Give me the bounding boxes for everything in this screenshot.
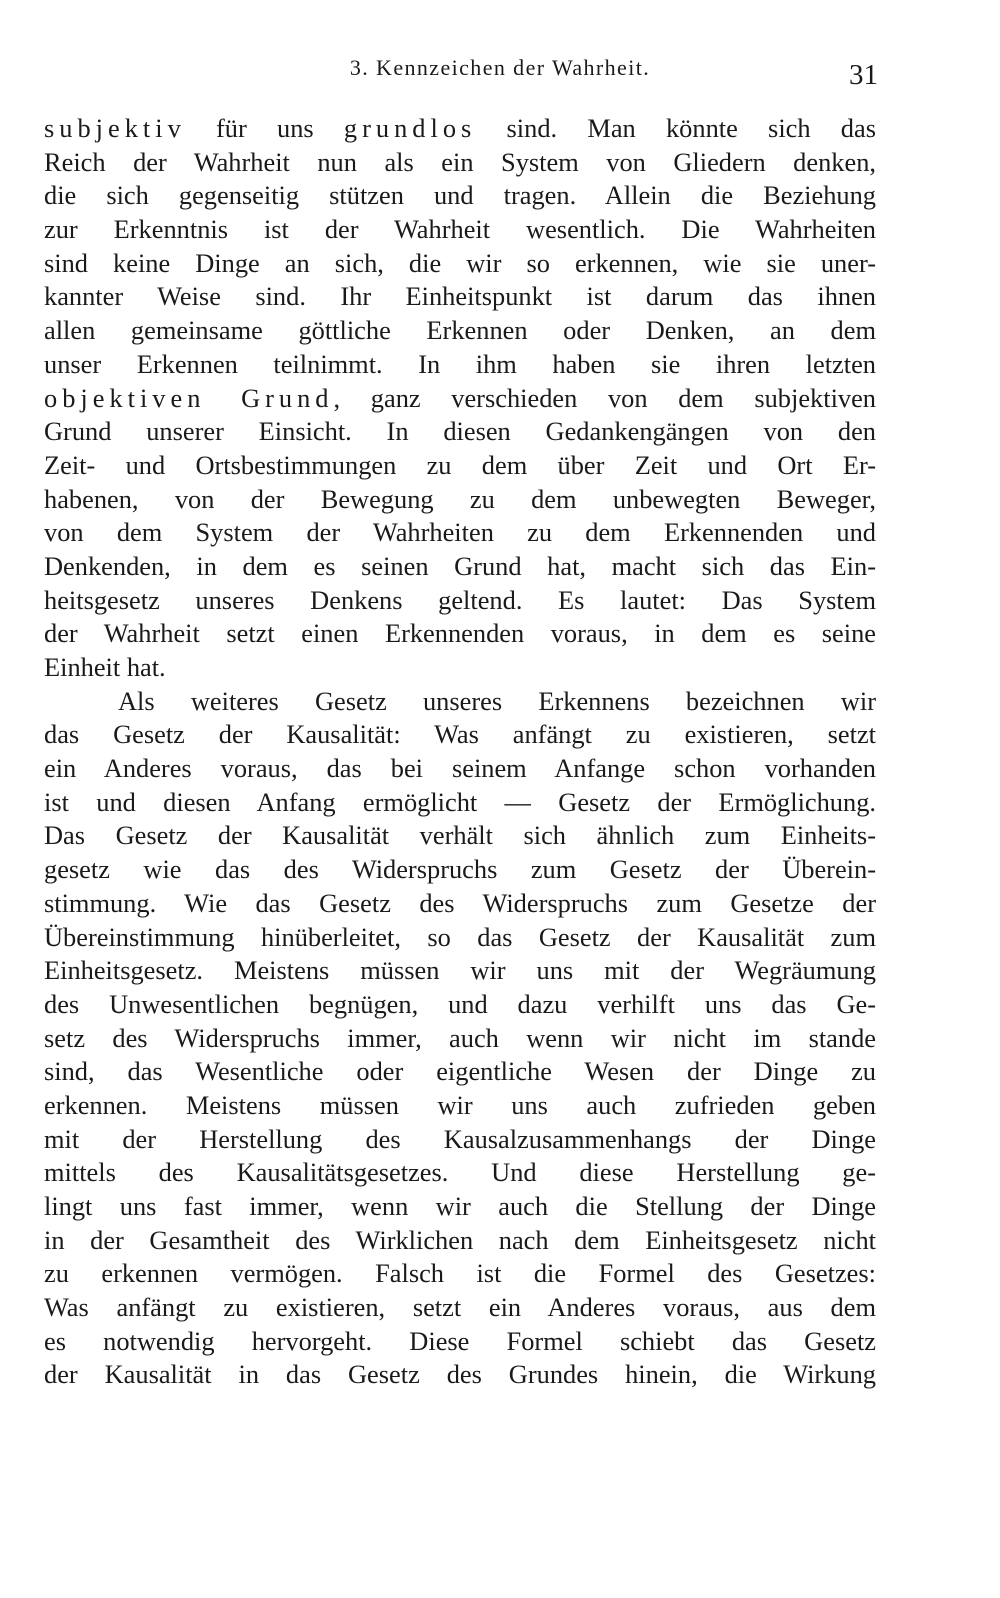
text-line: zur Erkenntnis ist der Wahrheit wesentlich. Die Wahrheiten [44, 214, 876, 245]
text-line: habenen, von der Bewegung zu dem unbewegten Beweger, [44, 483, 876, 514]
text-line: gesetz wie das des Widerspruchs zum Gesetz der Überein- [44, 854, 876, 885]
running-title: 3. Kennzeichen der Wahrheit. [349, 55, 651, 80]
text-line: mit der Herstellung des Kausalzusammenhangs der Dinge [44, 1123, 876, 1154]
text-line: des Unwesentlichen begnügen, und dazu verhilft uns das Ge- [44, 988, 876, 1019]
text-line: erkennen. Meistens müssen wir uns auch zufrieden geben [44, 1089, 876, 1120]
text-line: sind, das Wesentliche oder eigentliche Wesen der Dinge zu [44, 1056, 876, 1087]
text-line: Grund unserer Einsicht. In diesen Gedankengängen von den [44, 416, 876, 447]
text-line: von dem System der Wahrheiten zu dem Erkennenden und [44, 517, 876, 548]
text-line: unser Erkennen teilnimmt. In ihm haben sie ihren letzten [44, 348, 876, 379]
text-line: die sich gegenseitig stützen und tragen. Allein die Beziehung [44, 180, 876, 211]
text-line: mittels des Kausalitätsgesetzes. Und diese Herstellung ge- [44, 1157, 876, 1188]
text-line: Das Gesetz der Kausalität verhält sich ähnlich zum Einheits- [44, 820, 876, 851]
text-line: kannter Weise sind. Ihr Einheitspunkt ist darum das ihnen [44, 281, 876, 312]
text-line: allen gemeinsame göttliche Erkennen oder Denken, an dem [44, 315, 876, 346]
text-line: stimmung. Wie das Gesetz des Widerspruchs zum Gesetze der [44, 887, 876, 918]
text-line: Was anfängt zu existieren, setzt ein Anderes voraus, aus dem [44, 1292, 876, 1323]
spaced-phrase-objektiven-grund: objektiven Grund [44, 382, 334, 413]
text-line: sind keine Dinge an sich, die wir so erkennen, wie sie uner- [44, 247, 876, 278]
text-line: Einheitsgesetz. Meistens müssen wir uns mit der Wegräumung [44, 955, 876, 986]
text-line: Als weiteres Gesetz unseres Erkennens bezeichnen wir [118, 685, 876, 716]
text-line: objektiven Grund, ganz verschieden von dem subjektiven [44, 382, 877, 413]
page-number: 31 [849, 59, 878, 91]
text-line: in der Gesamtheit des Wirklichen nach dem Einheitsgesetz nicht [44, 1224, 876, 1255]
text-line: Reich der Wahrheit nun als ein System von Gliedern denken, [44, 146, 876, 177]
text-line: setz des Widerspruchs immer, auch wenn wir nicht im stande [44, 1022, 876, 1053]
text-line: es notwendig hervorgeht. Diese Formel schiebt das Gesetz [44, 1325, 876, 1356]
text-line: subjektiv für uns grundlos sind. Man könnte sich das [44, 113, 876, 143]
text-line: der Wahrheit setzt einen Erkennenden voraus, in dem es seine [44, 618, 876, 649]
text-line: heitsgesetz unseres Denkens geltend. Es lautet: Das System [44, 584, 876, 615]
text-line: ist und diesen Anfang ermöglicht — Gesetz der Ermöglichung. [44, 786, 876, 817]
text-line: Übereinstimmung hinüberleitet, so das Gesetz der Kausalität zum [44, 921, 876, 952]
text-line: ein Anderes voraus, das bei seinem Anfange schon vorhanden [44, 753, 876, 784]
spaced-phrase-grundlos: grundlos [343, 113, 477, 143]
text-line: Einheit hat. [44, 652, 166, 682]
text-line: Denkenden, in dem es seinen Grund hat, macht sich das Ein- [44, 550, 876, 581]
text-line: Zeit- und Ortsbestimmungen zu dem über Zeit und Ort Er- [44, 449, 876, 480]
text-line: lingt uns fast immer, wenn wir auch die Stellung der Dinge [44, 1191, 876, 1221]
text-line: der Kausalität in das Gesetz des Grundes hinein, die Wirkung [44, 1359, 876, 1390]
body-text [44, 112, 876, 1392]
spaced-phrase-subjektiv: subjektiv [44, 113, 186, 143]
text-line: das Gesetz der Kausalität: Was anfängt zu existieren, setzt [44, 719, 876, 750]
text-line: zu erkennen vermögen. Falsch ist die Formel des Gesetzes: [44, 1258, 876, 1289]
page-header [0, 55, 1000, 95]
